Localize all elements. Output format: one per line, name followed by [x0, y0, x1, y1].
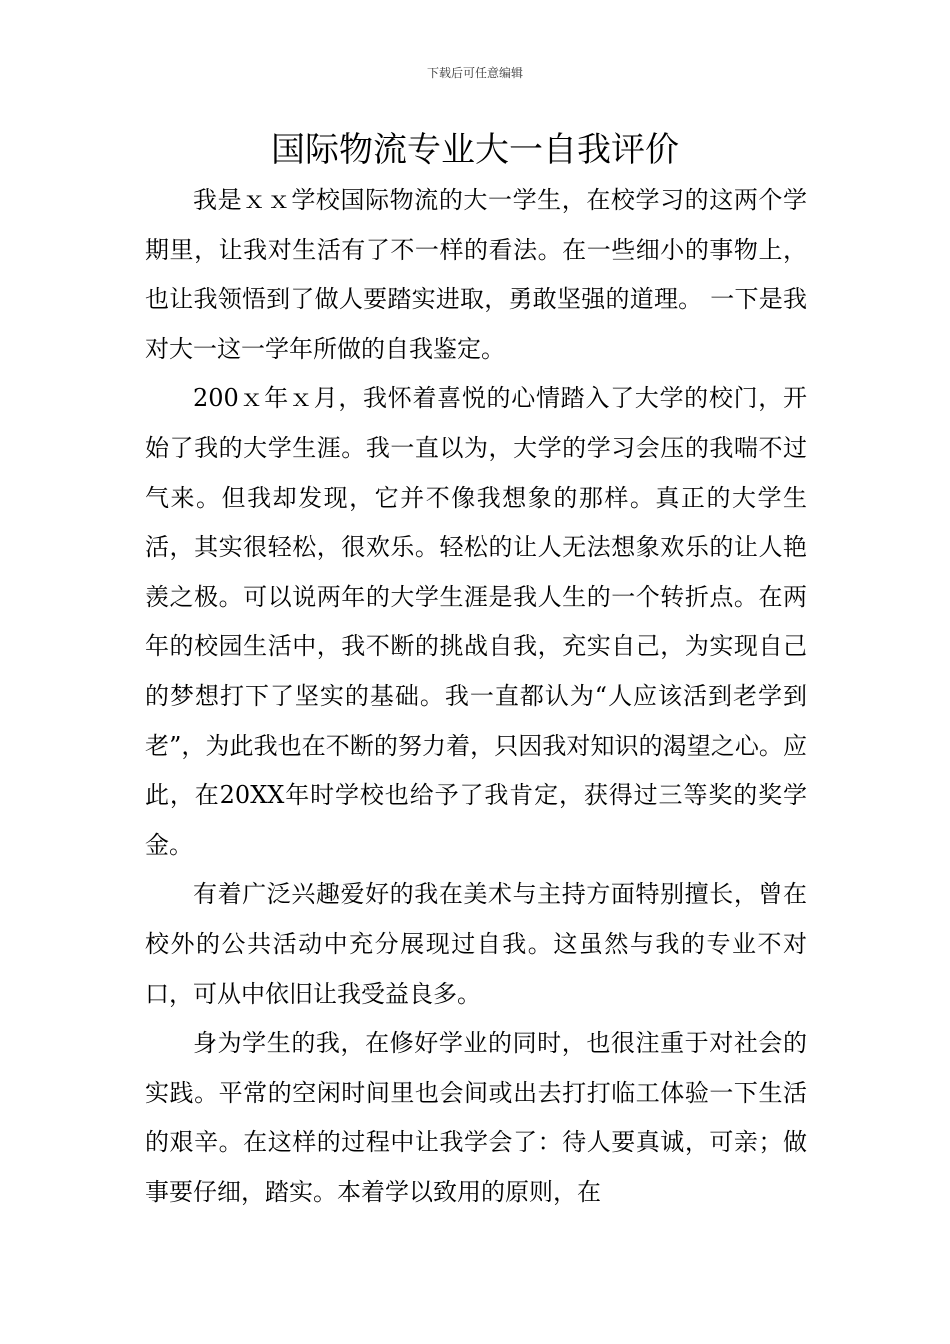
document-title: 国际物流专业大一自我评价	[271, 130, 679, 170]
paragraph-2: 200ｘ年ｘ月，我怀着喜悦的心情踏入了大学的校门，开始了我的大学生涯。我一直以为，大学的学习会压的我喘不过气来。但我却发现，它并不像我想象的那样。真正的大学生活，其实很轻松，很欢乐。轻松的让人无法想象欢乐的让人艳羡之极。可以说两年的大学生涯是我人生的一个转折点。在两年的校园生活中，我不断的挑战自我，充实自己，为实现自己的梦想打下了坚实的基础。我一直都认为“人应该活到老学到老”，为此我也在不断的努力着，只因我对知识的渴望之心。应此，在20XX年时学校也给予了我肯定，获得过三等奖的奖学金。	[145, 384, 807, 859]
paragraph-1: 我是ｘｘ学校国际物流的大一学生，在校学习的这两个学期里，让我对生活有了不一样的看法。在一些细小的事物上，也让我领悟到了做人要踏实进取，勇敢坚强的道理。 一下是我对大一这一学年所做的自我鉴定。	[145, 186, 807, 363]
paragraph-3: 有着广泛兴趣爱好的我在美术与主持方面特别擅长，曾在校外的公共活动中充分展现过自我。这虽然与我的专业不对口，可从中依旧让我受益良多。	[145, 880, 807, 1008]
paragraph-4: 身为学生的我，在修好学业的同时，也很注重于对社会的实践。平常的空闲时间里也会间或出去打打临工体验一下生活的艰辛。在这样的过程中让我学会了：待人要真诚，可亲；做事要仔细，踏实。本着学以致用的原则，在	[145, 1029, 807, 1206]
document-body	[145, 176, 807, 1217]
header-note: 下载后可任意编辑	[426, 66, 523, 80]
